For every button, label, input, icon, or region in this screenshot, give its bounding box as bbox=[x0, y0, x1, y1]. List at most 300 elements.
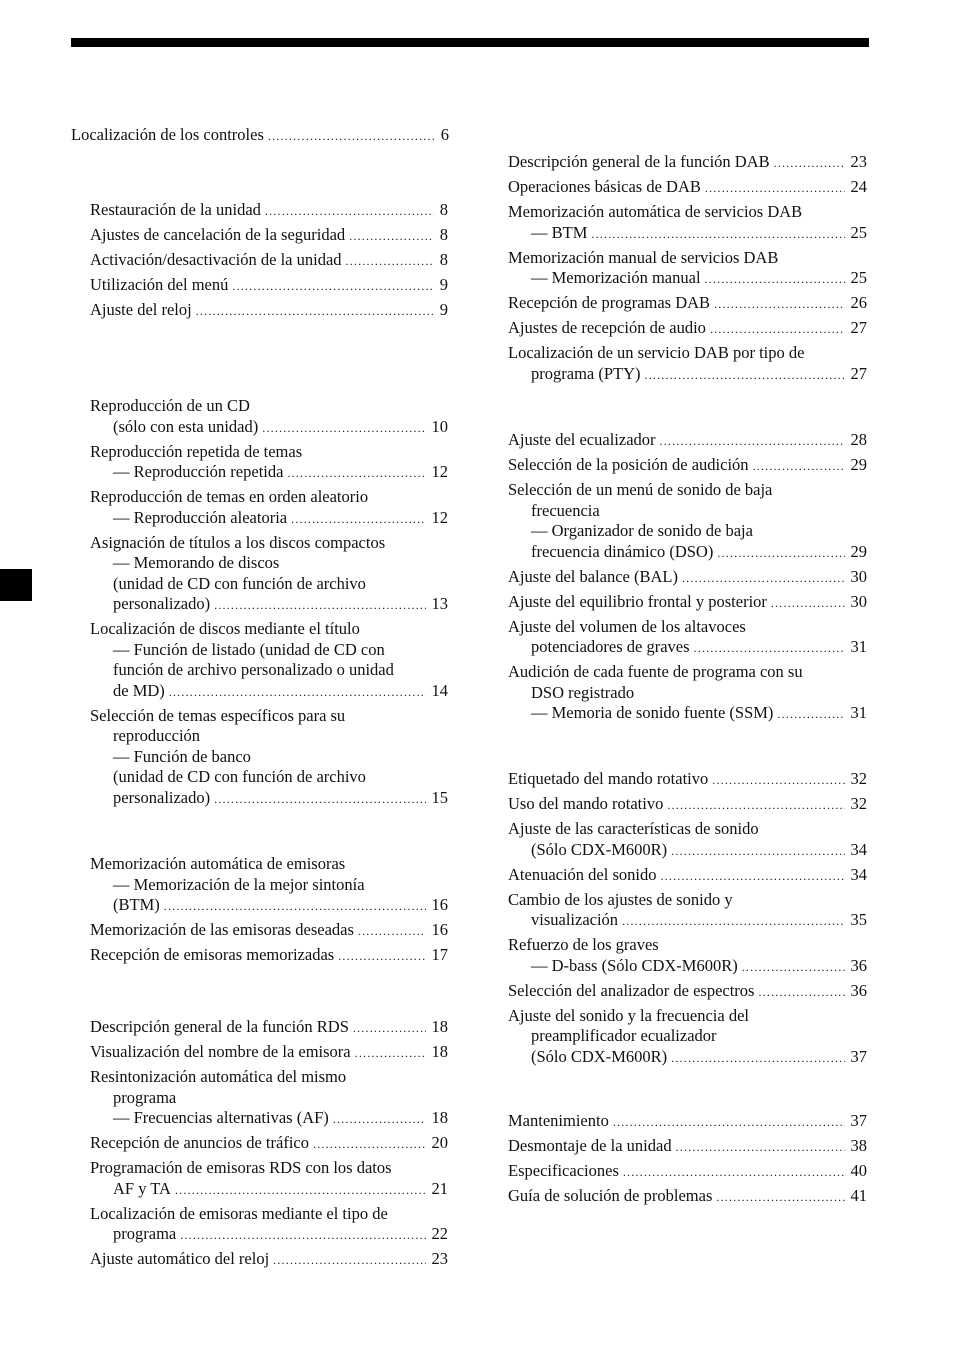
dot-leader bbox=[676, 1137, 845, 1158]
toc-entry[interactable] bbox=[508, 480, 867, 563]
dot-leader bbox=[667, 795, 844, 816]
toc-entry-title: programa bbox=[113, 1087, 177, 1107]
toc-entry-line bbox=[90, 275, 448, 297]
dot-leader bbox=[613, 1112, 845, 1133]
toc-entry-line bbox=[90, 300, 448, 322]
toc-page-number: 36 bbox=[850, 980, 867, 1000]
dot-leader bbox=[710, 319, 845, 340]
toc-entry-title: Recepción de programas DAB bbox=[508, 293, 711, 312]
toc-page-number: 29 bbox=[850, 541, 867, 561]
toc-entry[interactable] bbox=[508, 935, 867, 977]
toc-group bbox=[90, 1017, 448, 1274]
toc-entry-title: Refuerzo de los graves bbox=[508, 935, 659, 954]
dot-leader bbox=[753, 456, 845, 477]
toc-entry-title: frecuencia bbox=[531, 500, 600, 520]
toc-entry-title: (sólo con esta unidad) bbox=[113, 416, 259, 436]
toc-entry[interactable] bbox=[508, 981, 867, 1003]
dot-leader bbox=[333, 1109, 426, 1130]
toc-entry-title: Selección del analizador de espectros bbox=[508, 980, 755, 1000]
dot-leader bbox=[671, 1048, 844, 1069]
toc-entry-title: Ajustes de recepción de audio bbox=[508, 318, 706, 337]
dot-leader bbox=[660, 866, 844, 887]
toc-entry-title: Programación de emisoras RDS con los datos bbox=[90, 1158, 392, 1177]
toc-entry[interactable] bbox=[508, 202, 867, 244]
toc-page-number: 35 bbox=[850, 910, 867, 929]
toc-entry[interactable] bbox=[508, 430, 867, 452]
dot-leader bbox=[623, 1162, 845, 1183]
toc-page-number: 34 bbox=[850, 839, 867, 859]
toc-entry-line bbox=[508, 617, 867, 638]
toc-entry-line bbox=[90, 1179, 448, 1201]
dot-leader bbox=[694, 638, 845, 659]
toc-entry-line bbox=[508, 637, 867, 659]
toc-page-number: 13 bbox=[431, 594, 448, 613]
toc-page-number: 36 bbox=[850, 955, 867, 975]
toc-group bbox=[90, 854, 448, 970]
toc-entry-line bbox=[90, 920, 448, 942]
toc-entry-line bbox=[508, 501, 867, 522]
toc-entry-title: Asignación de títulos a los discos compactos bbox=[90, 532, 386, 552]
toc-entry-title: — Memoria de sonido fuente (SSM) bbox=[531, 703, 774, 722]
dot-leader bbox=[774, 153, 845, 174]
toc-entry-title: preamplificador ecualizador bbox=[531, 1026, 717, 1045]
toc-entry-title: Activación/desactivación de la unidad bbox=[90, 250, 342, 269]
toc-entry-line bbox=[90, 442, 448, 463]
toc-page-number: 8 bbox=[439, 250, 448, 269]
toc-entry-title: — Reproducción repetida bbox=[113, 462, 284, 481]
toc-entry-title: Ajuste del sonido y la frecuencia del bbox=[508, 1005, 749, 1025]
toc-entry-title: Selección de un menú de sonido de baja bbox=[508, 480, 773, 499]
toc-page-number: 12 bbox=[431, 507, 448, 527]
toc-page-number: 37 bbox=[850, 1046, 867, 1066]
header-rule bbox=[71, 38, 869, 47]
toc-entry-line bbox=[90, 945, 448, 967]
dot-leader bbox=[716, 1187, 844, 1208]
toc-entry[interactable] bbox=[508, 567, 867, 589]
toc-entry-line bbox=[508, 1006, 867, 1027]
toc-entry-title: — Memorando de discos bbox=[113, 553, 280, 572]
toc-entry-title: Memorización manual de servicios DAB bbox=[508, 247, 779, 267]
toc-page-number: 32 bbox=[850, 769, 867, 788]
toc-page-number: 26 bbox=[850, 293, 867, 312]
toc-entry-title: Reproducción de un CD bbox=[90, 396, 250, 415]
toc-entry-title: — Memorización de la mejor sintonía bbox=[113, 874, 365, 894]
toc-entry-title: Visualización del nombre de la emisora bbox=[90, 1042, 351, 1061]
toc-entry-line bbox=[90, 895, 448, 917]
toc-entry-line bbox=[508, 703, 867, 725]
toc-entry-line bbox=[90, 533, 448, 554]
toc-entry[interactable] bbox=[508, 890, 867, 932]
toc-entry[interactable] bbox=[90, 275, 448, 297]
toc-entry-title: Memorización de las emisoras deseadas bbox=[90, 920, 354, 939]
dot-leader bbox=[180, 1225, 425, 1246]
toc-page-number: 25 bbox=[850, 268, 867, 287]
toc-page-number: 18 bbox=[431, 1108, 448, 1127]
dot-leader bbox=[645, 365, 845, 386]
toc-entry-title: de MD) bbox=[113, 680, 165, 700]
toc-entry-line bbox=[508, 542, 867, 564]
toc-entry-line bbox=[508, 981, 867, 1003]
toc-entry[interactable] bbox=[508, 794, 867, 816]
toc-entry-title: (unidad de CD con función de archivo bbox=[113, 573, 366, 593]
toc-page-number: 12 bbox=[431, 462, 448, 481]
dot-leader bbox=[591, 224, 844, 245]
toc-entry-line bbox=[508, 840, 867, 862]
dot-leader bbox=[671, 841, 844, 862]
toc-entry-line bbox=[508, 1047, 867, 1069]
dot-leader bbox=[622, 911, 844, 932]
toc-entry[interactable] bbox=[508, 293, 867, 315]
toc-group bbox=[508, 152, 867, 389]
toc-entry-title: DSO registrado bbox=[531, 682, 635, 702]
toc-entry-title: Reproducción de temas en orden aleatorio bbox=[90, 487, 369, 506]
toc-entry[interactable] bbox=[90, 920, 448, 942]
toc-entry-line bbox=[90, 640, 448, 661]
dot-leader bbox=[196, 301, 434, 322]
toc-entry-line bbox=[90, 594, 448, 616]
toc-entry-line bbox=[508, 1111, 867, 1133]
toc-page-number: 28 bbox=[850, 430, 867, 449]
toc-entry-line bbox=[508, 430, 867, 452]
toc-entry[interactable] bbox=[90, 1133, 448, 1155]
toc-entry-title: Resintonización automática del mismo bbox=[90, 1067, 347, 1086]
dot-leader bbox=[777, 704, 844, 725]
toc-entry-line bbox=[508, 819, 867, 840]
toc-entry-title: potenciadores de graves bbox=[531, 637, 690, 656]
toc-entry-line bbox=[508, 293, 867, 315]
toc-entry[interactable] bbox=[90, 442, 448, 484]
toc-entry-line bbox=[90, 225, 448, 247]
dot-leader bbox=[273, 1250, 425, 1271]
toc-entry-title: (Sólo CDX-M600R) bbox=[531, 1046, 668, 1066]
dot-leader bbox=[291, 509, 425, 530]
dot-leader bbox=[660, 431, 845, 452]
toc-page-number: 8 bbox=[439, 200, 448, 219]
toc-entry-title: — BTM bbox=[531, 222, 588, 242]
toc-entry-line bbox=[508, 480, 867, 501]
toc-entry-line bbox=[90, 1224, 448, 1246]
toc-entry-title: — Reproducción aleatoria bbox=[113, 507, 288, 527]
toc-entry-line bbox=[90, 462, 448, 484]
dot-leader bbox=[265, 201, 434, 222]
toc-entry-title: Recepción de emisoras memorizadas bbox=[90, 945, 335, 964]
toc-entry-line bbox=[90, 1088, 448, 1109]
toc-entry-title: Restauración de la unidad bbox=[90, 200, 261, 219]
toc-entry[interactable] bbox=[508, 343, 867, 385]
toc-entry-line bbox=[90, 1158, 448, 1179]
dot-leader bbox=[355, 1043, 426, 1064]
toc-entry-title: Ajuste del balance (BAL) bbox=[508, 566, 678, 586]
toc-entry-line bbox=[90, 508, 448, 530]
toc-entry-title: Ajustes de cancelación de la seguridad bbox=[90, 225, 346, 244]
dot-leader bbox=[758, 982, 844, 1003]
toc-entry[interactable] bbox=[508, 617, 867, 659]
toc-entry-title: Selección de la posición de audición bbox=[508, 455, 749, 474]
toc-page-number: 18 bbox=[431, 1042, 448, 1061]
toc-entry[interactable] bbox=[508, 1111, 867, 1133]
toc-page-number: 16 bbox=[431, 920, 448, 939]
toc-entry-line bbox=[508, 1186, 867, 1208]
toc-entry-line bbox=[90, 574, 448, 595]
toc-entry-line bbox=[90, 875, 448, 896]
toc-entry-line bbox=[508, 956, 867, 978]
toc-entry-title: — Frecuencias alternativas (AF) bbox=[113, 1108, 329, 1127]
toc-page-number: 23 bbox=[850, 152, 867, 171]
toc-entry-title: personalizado) bbox=[113, 594, 211, 613]
toc-entry-line bbox=[508, 248, 867, 269]
toc-entry-title: — Función de banco bbox=[113, 746, 251, 766]
toc-entry-line bbox=[508, 865, 867, 887]
toc-page-number: 9 bbox=[439, 275, 448, 294]
toc-entry[interactable] bbox=[508, 662, 867, 725]
toc-entry[interactable] bbox=[508, 248, 867, 290]
toc-page-number: 31 bbox=[850, 703, 867, 722]
dot-leader bbox=[268, 126, 435, 147]
dot-leader bbox=[742, 957, 845, 978]
toc-entry[interactable] bbox=[90, 300, 448, 322]
toc-entry-line bbox=[90, 726, 448, 747]
toc-entry[interactable] bbox=[508, 1161, 867, 1183]
toc-entry-title: — Organizador de sonido de baja bbox=[531, 521, 753, 540]
toc-entry-title: Localización de los controles bbox=[71, 125, 264, 144]
toc-entry-title: Ajuste del volumen de los altavoces bbox=[508, 616, 746, 636]
toc-page-number: 31 bbox=[850, 637, 867, 656]
toc-entry-title: AF y TA bbox=[113, 1178, 171, 1198]
dot-leader bbox=[169, 682, 426, 703]
toc-entry[interactable] bbox=[508, 819, 867, 861]
toc-entry-title: — Memorización manual bbox=[531, 268, 701, 287]
dot-leader bbox=[712, 770, 844, 791]
toc-entry-title: personalizado) bbox=[113, 787, 211, 807]
toc-entry[interactable] bbox=[508, 1006, 867, 1069]
toc-entry-title: (BTM) bbox=[113, 895, 160, 914]
toc-entry-title: Descripción general de la función RDS bbox=[90, 1017, 349, 1036]
toc-entry-line bbox=[90, 681, 448, 703]
dot-leader bbox=[214, 789, 425, 810]
toc-entry[interactable] bbox=[90, 945, 448, 967]
toc-entry-line bbox=[508, 890, 867, 911]
toc-page-number: 23 bbox=[431, 1249, 448, 1268]
toc-entry-line bbox=[90, 788, 448, 810]
toc-entry-title: — D-bass (Sólo CDX-M600R) bbox=[531, 955, 738, 975]
toc-entry[interactable] bbox=[90, 1017, 448, 1039]
dot-leader bbox=[346, 251, 434, 272]
toc-entry-title: Uso del mando rotativo bbox=[508, 794, 664, 813]
toc-entry-line bbox=[508, 521, 867, 542]
toc-entry-line bbox=[508, 935, 867, 956]
toc-entry-title: Ajuste del reloj bbox=[90, 300, 192, 319]
toc-page-number: 22 bbox=[431, 1224, 448, 1243]
toc-group bbox=[508, 769, 867, 1072]
toc-page-number: 27 bbox=[850, 318, 867, 337]
toc-entry-line bbox=[508, 343, 867, 364]
section-tab-marker bbox=[0, 569, 32, 601]
toc-page-number: 9 bbox=[439, 300, 448, 319]
toc-page-number: 10 bbox=[431, 416, 448, 436]
toc-entry-title: Especificaciones bbox=[508, 1161, 619, 1180]
dot-leader bbox=[287, 463, 425, 484]
toc-entry[interactable] bbox=[508, 592, 867, 614]
toc-entry[interactable] bbox=[90, 533, 448, 616]
toc-entry-line bbox=[508, 567, 867, 589]
toc-entry[interactable] bbox=[71, 125, 449, 147]
toc-entry[interactable] bbox=[90, 1158, 448, 1200]
toc-entry[interactable] bbox=[90, 1204, 448, 1246]
dot-leader bbox=[682, 568, 845, 589]
toc-page-number: 29 bbox=[850, 455, 867, 474]
toc-entry[interactable] bbox=[90, 200, 448, 222]
toc-entry-line bbox=[90, 1067, 448, 1088]
dot-leader bbox=[771, 593, 845, 614]
toc-page-number: 30 bbox=[850, 591, 867, 611]
toc-entry-title: Mantenimiento bbox=[508, 1111, 609, 1130]
toc-entry-title: Selección de temas específicos para su bbox=[90, 705, 346, 725]
toc-entry-line bbox=[508, 364, 867, 386]
toc-entry[interactable] bbox=[508, 177, 867, 199]
toc-entry-line bbox=[508, 769, 867, 791]
toc-entry[interactable] bbox=[90, 225, 448, 247]
toc-entry-line bbox=[90, 250, 448, 272]
toc-entry-title: Reproducción repetida de temas bbox=[90, 441, 303, 461]
toc-entry[interactable] bbox=[508, 1186, 867, 1208]
toc-entry[interactable] bbox=[508, 152, 867, 174]
toc-entry-line bbox=[90, 487, 448, 508]
toc-entry-line bbox=[90, 660, 448, 681]
toc-entry[interactable] bbox=[90, 706, 448, 810]
toc-entry-line bbox=[508, 683, 867, 704]
toc-entry[interactable] bbox=[90, 1249, 448, 1271]
toc-entry-line bbox=[508, 318, 867, 340]
toc-page-number: 27 bbox=[850, 363, 867, 383]
toc-entry-line bbox=[90, 619, 448, 640]
toc-entry-line bbox=[71, 125, 449, 147]
toc-entry[interactable] bbox=[90, 1067, 448, 1130]
toc-page-number: 38 bbox=[850, 1136, 867, 1155]
toc-page-number: 14 bbox=[431, 680, 448, 700]
toc-entry-title: Ajuste de las características de sonido bbox=[508, 819, 759, 838]
toc-group bbox=[508, 430, 867, 728]
toc-page-number: 37 bbox=[850, 1111, 867, 1130]
toc-entry-title: frecuencia dinámico (DSO) bbox=[531, 541, 714, 561]
toc-entry-line bbox=[508, 794, 867, 816]
toc-entry-title: programa (PTY) bbox=[531, 363, 641, 383]
toc-entry-title: — Función de listado (unidad de CD con bbox=[113, 639, 385, 659]
toc-entry-title: Localización de un servicio DAB por tipo de bbox=[508, 343, 805, 362]
toc-group bbox=[90, 200, 448, 325]
toc-page-number: 25 bbox=[850, 222, 867, 242]
dot-leader bbox=[338, 946, 425, 967]
toc-page-number: 40 bbox=[850, 1161, 867, 1180]
toc-entry-title: reproducción bbox=[113, 726, 201, 745]
toc-entry[interactable] bbox=[508, 865, 867, 887]
toc-entry-line bbox=[90, 854, 448, 875]
toc-entry-line bbox=[90, 553, 448, 574]
toc-page-number: 20 bbox=[431, 1133, 448, 1152]
toc-page-number: 18 bbox=[431, 1017, 448, 1036]
toc-entry-title: programa bbox=[113, 1224, 177, 1243]
toc-entry-line bbox=[90, 417, 448, 439]
toc-page-number: 21 bbox=[431, 1178, 448, 1198]
toc-entry-line bbox=[508, 268, 867, 290]
toc-entry-line bbox=[508, 1026, 867, 1047]
toc-entry-line bbox=[90, 1133, 448, 1155]
toc-entry-line bbox=[508, 1161, 867, 1183]
toc-entry-title: Desmontaje de la unidad bbox=[508, 1136, 672, 1155]
toc-entry-line bbox=[90, 1249, 448, 1271]
toc-entry-title: Utilización del menú bbox=[90, 275, 229, 294]
toc-entry-title: Recepción de anuncios de tráfico bbox=[90, 1133, 309, 1152]
toc-entry-title: Atenuación del sonido bbox=[508, 864, 657, 884]
toc-entry-line bbox=[90, 396, 448, 417]
toc-entry-line bbox=[90, 706, 448, 727]
dot-leader bbox=[714, 294, 844, 315]
dot-leader bbox=[705, 269, 845, 290]
toc-entry[interactable] bbox=[508, 769, 867, 791]
toc-entry[interactable] bbox=[508, 318, 867, 340]
toc-entry-line bbox=[90, 1042, 448, 1064]
toc-group bbox=[508, 1111, 867, 1211]
toc-entry-line bbox=[90, 747, 448, 768]
toc-group bbox=[90, 396, 448, 813]
toc-entry-title: Memorización automática de emisoras bbox=[90, 854, 346, 873]
dot-leader bbox=[164, 896, 426, 917]
toc-entry-title: Etiquetado del mando rotativo bbox=[508, 769, 709, 788]
toc-entry[interactable] bbox=[90, 854, 448, 917]
toc-entry-title: Descripción general de la función DAB bbox=[508, 152, 770, 171]
dot-leader bbox=[358, 921, 426, 942]
toc-entry-title: Operaciones básicas de DAB bbox=[508, 177, 701, 196]
toc-entry-title: Ajuste del ecualizador bbox=[508, 430, 656, 449]
toc-entry-line bbox=[508, 177, 867, 199]
toc-entry-title: función de archivo personalizado o unidad bbox=[113, 660, 394, 679]
toc-page-number: 30 bbox=[850, 566, 867, 586]
toc-page-number: 41 bbox=[850, 1186, 867, 1205]
toc-entry[interactable] bbox=[90, 250, 448, 272]
toc-entry-line bbox=[90, 1017, 448, 1039]
toc-entry-title: Localización de discos mediante el título bbox=[90, 619, 360, 638]
dot-leader bbox=[705, 178, 845, 199]
toc-page-number: 32 bbox=[850, 794, 867, 813]
toc-entry-title: Ajuste del equilibrio frontal y posterior bbox=[508, 591, 767, 611]
toc-entry-line bbox=[508, 592, 867, 614]
toc-entry-line bbox=[90, 1108, 448, 1130]
toc-entry[interactable] bbox=[90, 487, 448, 529]
toc-entry[interactable] bbox=[508, 455, 867, 477]
dot-leader bbox=[717, 543, 844, 564]
toc-page-number: 24 bbox=[850, 177, 867, 196]
toc-entry-line bbox=[508, 662, 867, 683]
toc-entry-title: Ajuste automático del reloj bbox=[90, 1249, 270, 1268]
toc-entry-line bbox=[508, 1136, 867, 1158]
toc-entry-line bbox=[508, 202, 867, 223]
toc-entry[interactable] bbox=[508, 1136, 867, 1158]
dot-leader bbox=[349, 226, 434, 247]
dot-leader bbox=[214, 595, 425, 616]
dot-leader bbox=[353, 1018, 426, 1039]
toc-page-number: 15 bbox=[431, 787, 448, 807]
toc-entry-line bbox=[508, 455, 867, 477]
toc-entry-title: Guía de solución de problemas bbox=[508, 1186, 713, 1205]
toc-entry[interactable] bbox=[90, 1042, 448, 1064]
toc-entry[interactable] bbox=[90, 396, 448, 438]
toc-entry-line bbox=[90, 767, 448, 788]
toc-group bbox=[71, 125, 449, 150]
toc-entry-title: visualización bbox=[531, 910, 619, 929]
toc-entry-line bbox=[508, 223, 867, 245]
toc-entry[interactable] bbox=[90, 619, 448, 702]
toc-page-number: 6 bbox=[440, 125, 449, 144]
toc-page-number: 34 bbox=[850, 864, 867, 884]
